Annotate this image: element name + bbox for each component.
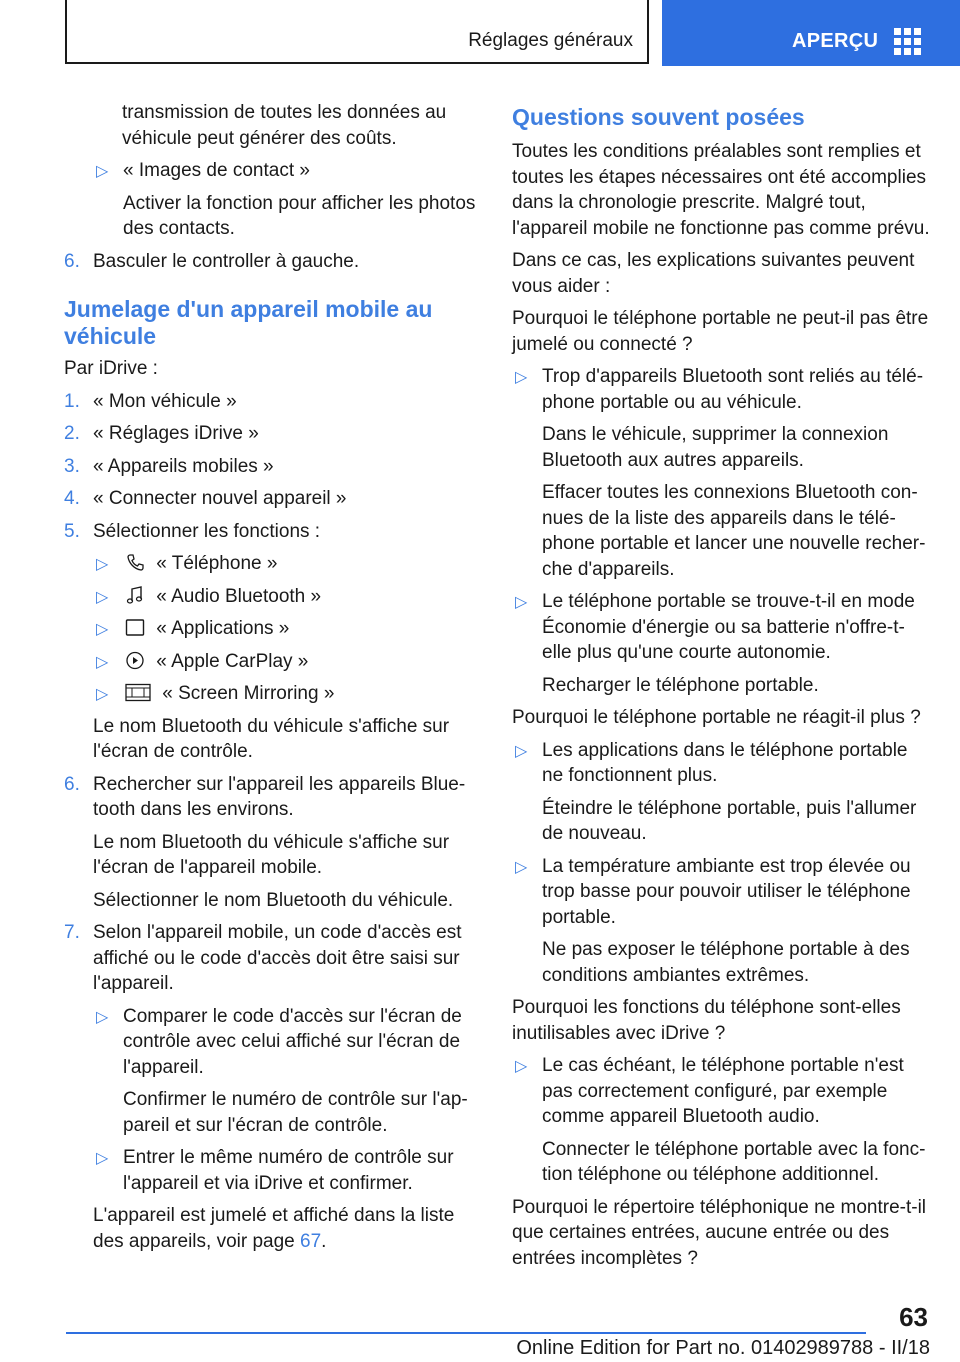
play-circle-icon [125, 651, 145, 670]
final-note: L'appareil est jumelé et affiché dans la liste des appareils, voir page 67. [93, 1205, 455, 1252]
faq-bullet-desc: Effacer toutes les connexions Bluetooth connues de la liste des appareils dans le téléphone portable et lancer une nouvelle recherche d'appareils. [542, 482, 926, 580]
bullet-contact-images-desc: Activer la fonction pour afficher les photos des contacts. [123, 192, 476, 239]
triangle-bullet-icon: ▷ [96, 686, 109, 703]
step7-bullet: ▷ Entrer le même numéro de contrôle sur l'appareil et via iDrive et confirmer. [96, 1147, 454, 1194]
page-number: 63 [899, 1302, 928, 1332]
screen-mirroring-icon [125, 683, 151, 702]
header-section-box [65, 0, 649, 64]
page-link[interactable]: 67 [300, 1230, 322, 1252]
step7-bullet-desc: Confirmer le numéro de contrôle sur l'appareil et sur l'écran de contrôle. [123, 1089, 468, 1136]
step-item: 7. Selon l'appareil mobile, un code d'accès est affiché ou le code d'accès doit être saisi sur l'appareil. [64, 922, 462, 994]
step-item: 3. « Appareils mobiles » [64, 455, 274, 477]
function-item-screen-mirroring: ▷ « Screen Mirroring » [93, 681, 484, 707]
faq-question: Pourquoi le répertoire téléphonique ne montre-t-il que certaines entrées, aucune entrée ou des entrées incomplètes ? [512, 1196, 927, 1269]
faq-bullet: ▷ Le cas échéant, le téléphone portable n'est pas correctement configuré, par exemple comme appareil Bluetooth audio. [515, 1055, 904, 1127]
faq-intro: Dans ce cas, les explications suivantes peuvent vous aider : [512, 250, 915, 297]
triangle-bullet-icon: ▷ [515, 1058, 528, 1075]
step-item: 6. Rechercher sur l'appareil les appareils Bluetooth dans les environs. [64, 773, 466, 820]
faq-question: Pourquoi les fonctions du téléphone sont-elles inutilisables avec iDrive ? [512, 997, 901, 1044]
apercu-button[interactable] [662, 0, 960, 66]
faq-bullet-desc: Éteindre le téléphone portable, puis l'allumer de nouveau. [542, 797, 917, 844]
faq-question: Pourquoi le téléphone portable ne réagit-il plus ? [512, 707, 921, 728]
step-toggle-controller: 6. Basculer le controller à gauche. [64, 250, 360, 272]
header-section-title: Réglages généraux [468, 30, 633, 51]
triangle-bullet-icon: ▷ [515, 594, 528, 611]
bullet-contact-images: ▷ « Images de contact » [93, 158, 484, 184]
par-idrive-label: Par iDrive : [64, 358, 158, 379]
apercu-label: APERÇU [792, 30, 879, 52]
music-note-icon [125, 586, 145, 605]
triangle-bullet-icon: ▷ [96, 556, 109, 573]
step-item: 4. « Connecter nouvel appareil » [64, 488, 347, 509]
faq-bullet: ▷ Les applications dans le téléphone portable ne fonctionnent plus. [515, 739, 908, 786]
triangle-bullet-icon: ▷ [96, 588, 109, 606]
function-item-carplay: ▷ « Apple CarPlay » [93, 649, 484, 675]
section-heading-pairing: Jumelage d'un appareil mobile au véhicule [64, 296, 433, 349]
footer-edition: Online Edition for Part no. 01402989788 - II/18 [516, 1337, 930, 1359]
left-column [64, 100, 484, 1261]
triangle-bullet-icon: ▷ [96, 1150, 109, 1167]
grid-menu-icon [894, 28, 922, 56]
function-item-audio: ▷ « Audio Bluetooth » [93, 584, 484, 610]
phone-icon [125, 553, 145, 572]
triangle-bullet-icon: ▷ [96, 1008, 109, 1026]
step6-note: Le nom Bluetooth du véhicule s'affiche sur l'écran de l'appareil mobile. [93, 831, 450, 878]
step7-bullet: ▷ Comparer le code d'accès sur l'écran de contrôle avec celui affiché sur l'écran de l'appareil. [96, 1005, 462, 1078]
triangle-bullet-icon: ▷ [96, 621, 109, 638]
faq-bullet: ▷ Le téléphone portable se trouve-t-il en mode Économie d'énergie ou sa batterie n'offre-t-elle plus qu'une courte autonomie. [515, 591, 915, 663]
faq-bullet: ▷ La température ambiante est trop élevée ou trop basse pour pouvoir utiliser le téléphone portable. [515, 855, 911, 928]
triangle-bullet-icon: ▷ [96, 653, 109, 671]
step-item: 1. « Mon véhicule » [64, 390, 237, 412]
step5-note: Le nom Bluetooth du véhicule s'affiche sur l'écran de contrôle. [93, 715, 450, 762]
step-item: 5. Sélectionner les fonctions : [64, 520, 321, 542]
function-item-applications: ▷ « Applications » [93, 616, 484, 642]
faq-bullet-desc: Connecter le téléphone portable avec la fonction téléphone ou téléphone additionnel. [542, 1138, 926, 1185]
triangle-bullet-icon: ▷ [515, 858, 528, 876]
faq-intro: Toutes les conditions préalables sont remplies et toutes les étapes nécessaires ont été accomplies dans la chronologie prescrite. Malgré tout, l'appareil mobile ne fonctionne pas comme prévu. [512, 141, 930, 239]
faq-question: Pourquoi le téléphone portable ne peut-il pas être jumelé ou connecté ? [512, 308, 929, 355]
continued-text: transmission de toutes les données au véhicule peut générer des coûts. [122, 102, 447, 149]
faq-bullet: ▷ Trop d'appareils Bluetooth sont reliés au téléphone portable ou au véhicule. [515, 366, 924, 413]
section-heading-faq: Questions souvent posées [512, 104, 805, 130]
triangle-bullet-icon: ▷ [96, 163, 109, 180]
footer-divider [66, 1332, 866, 1334]
triangle-bullet-icon: ▷ [515, 369, 528, 386]
app-window-icon [125, 618, 145, 637]
faq-bullet-desc: Ne pas exposer le téléphone portable à des conditions ambiantes extrêmes. [542, 939, 910, 986]
right-column [512, 100, 930, 1278]
step-item: 2. « Réglages iDrive » [64, 423, 259, 444]
triangle-bullet-icon: ▷ [515, 742, 528, 760]
faq-bullet-desc: Recharger le téléphone portable. [542, 674, 819, 696]
function-item-phone: ▷ « Téléphone » [93, 551, 484, 577]
faq-bullet-desc: Dans le véhicule, supprimer la connexion Bluetooth aux autres appareils. [542, 424, 889, 471]
step6-note: Sélectionner le nom Bluetooth du véhicule. [93, 889, 454, 911]
